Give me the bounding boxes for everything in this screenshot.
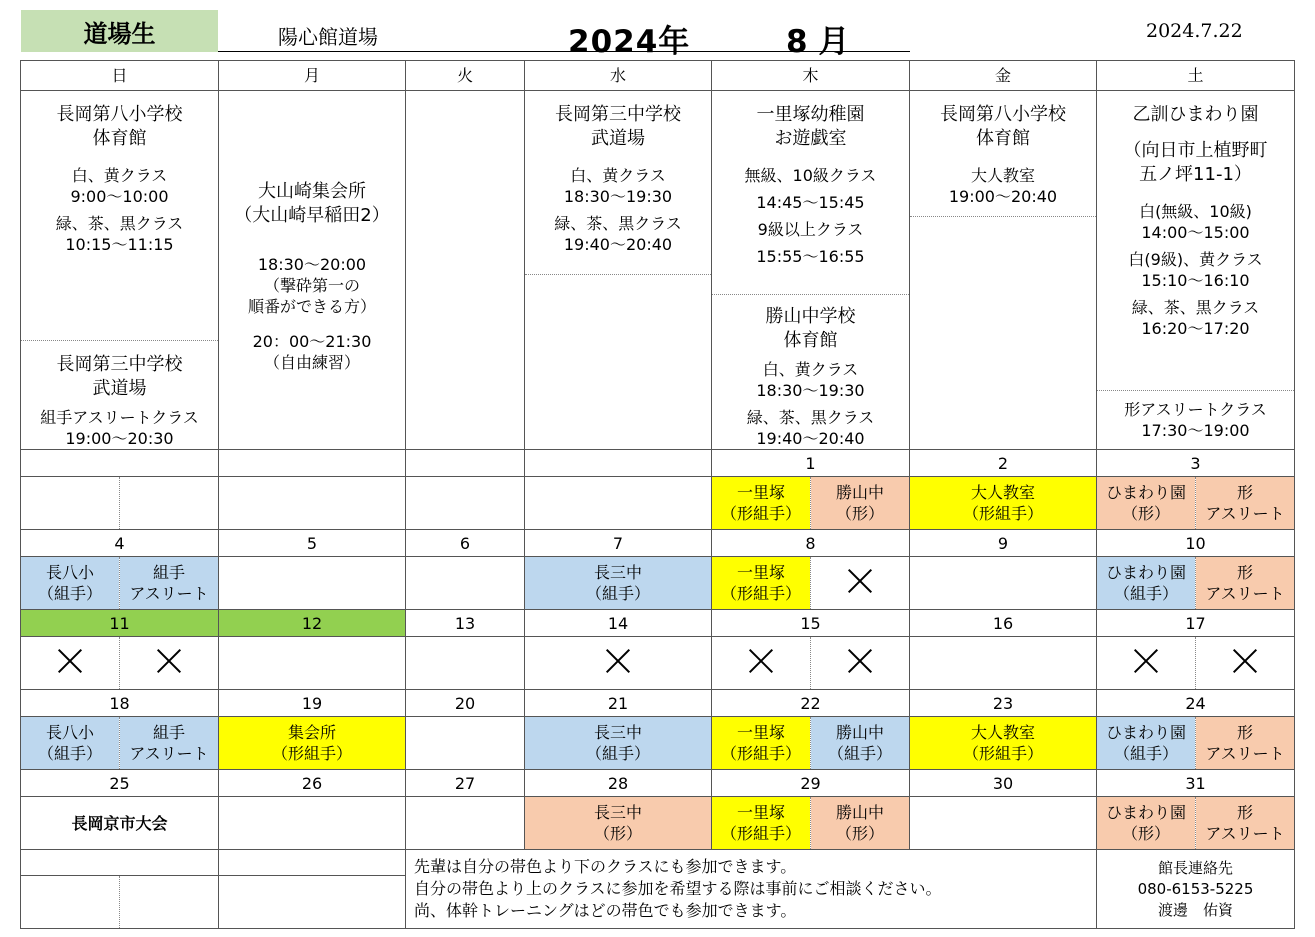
venue-title: 長岡第三中学校 <box>555 104 681 125</box>
class-time: 19:40～20:40 <box>756 429 865 448</box>
venue-thu <box>712 91 910 450</box>
date-cell: 3 <box>1097 450 1295 477</box>
event-cell: 長八小 （組手） <box>21 717 120 770</box>
event-cell <box>406 797 525 850</box>
year-label: 2024年 <box>568 24 691 60</box>
weekday-sun: 日 <box>21 61 219 91</box>
date-cell: 2 <box>910 450 1097 477</box>
tournament-event: 長岡京市大会 <box>21 797 219 850</box>
event-cell: 形 アスリート <box>1196 717 1295 770</box>
date-cell <box>21 450 219 477</box>
weekday-fri: 金 <box>910 61 1097 91</box>
event-cell <box>1196 637 1295 690</box>
class-name: 緑、茶、黒クラス <box>1131 298 1260 317</box>
class-time: 19:00～20:30 <box>65 429 174 448</box>
month-label: 8 月 <box>786 24 850 60</box>
weekday-mon: 月 <box>219 61 406 91</box>
class-note: 順番ができる方） <box>247 296 376 316</box>
date-cell: 17 <box>1097 610 1295 637</box>
venue-tue <box>406 91 525 450</box>
cancel-cross-icon <box>606 649 630 673</box>
venue-sun <box>21 91 219 450</box>
class-note: （自由練習） <box>263 352 360 372</box>
venue-title: （大山崎早稲田2） <box>234 204 390 226</box>
venue-title: 長岡第八小学校 <box>940 104 1066 125</box>
week3-events <box>21 637 1295 690</box>
event-cell <box>219 797 406 850</box>
event-cell <box>219 557 406 610</box>
class-name: 白、黄クラス <box>762 360 859 379</box>
event-cell <box>120 637 219 690</box>
venue-title: 体育館 <box>783 330 838 351</box>
class-time: 19:40～20:40 <box>563 235 673 254</box>
venue-mon <box>219 91 406 450</box>
date-cell: 25 <box>21 770 219 797</box>
date-cell: 23 <box>910 690 1097 717</box>
event-cell <box>525 477 712 530</box>
weekday-wed: 水 <box>525 61 712 91</box>
event-cell <box>910 797 1097 850</box>
note-line: 自分の帯色より上のクラスに参加を希望する際は事前にご相談ください。 <box>414 879 942 898</box>
event-cell: ひまわり園 （形） <box>1097 477 1196 530</box>
schedule-calendar <box>20 60 1295 929</box>
class-time: 18:30～19:30 <box>563 187 673 206</box>
year-month-title <box>468 10 910 60</box>
venue-wed <box>525 91 712 450</box>
cancel-cross-icon <box>58 649 82 673</box>
venue-address: （向日市上植野町 <box>1123 140 1268 161</box>
event-cell <box>406 557 525 610</box>
venue-sun-bottom <box>21 341 218 449</box>
weekday-sat: 土 <box>1097 61 1295 91</box>
event-cell <box>811 637 910 690</box>
week4-events <box>21 717 1295 770</box>
event-cell <box>120 477 219 530</box>
class-time: 16:20～17:20 <box>1141 319 1250 338</box>
class-time: 15:55～16:55 <box>756 247 865 266</box>
footer-blank <box>219 850 406 876</box>
date-cell: 28 <box>525 770 712 797</box>
event-cell <box>219 637 406 690</box>
event-cell <box>219 477 406 530</box>
footer-blank <box>21 876 120 929</box>
class-name: 緑、茶、黒クラス <box>554 214 682 233</box>
event-cell: 集会所 （形組手） <box>219 717 406 770</box>
date-cell: 30 <box>910 770 1097 797</box>
student-tag: 道場生 <box>21 10 218 52</box>
class-time: 14:00～15:00 <box>1141 223 1250 242</box>
event-cell: 大人教室 （形組手） <box>910 717 1097 770</box>
venue-title: 勝山中学校 <box>765 306 856 327</box>
cancel-cross-icon <box>157 649 181 673</box>
date-cell: 20 <box>406 690 525 717</box>
venue-info-row <box>21 91 1295 450</box>
date-cell: 15 <box>712 610 910 637</box>
cancel-cross-icon <box>749 649 773 673</box>
event-cell: 勝山中 （形） <box>811 797 910 850</box>
class-time: 9:00～10:00 <box>70 187 169 206</box>
week5-dates <box>21 770 1295 797</box>
event-cell: 形 アスリート <box>1196 797 1295 850</box>
venue-title: 体育館 <box>92 128 147 149</box>
weekday-header-row <box>21 61 1295 91</box>
footer-blank <box>219 876 406 929</box>
week5-events <box>21 797 1295 850</box>
footer-blank <box>120 876 219 929</box>
event-cell: 組手 アスリート <box>120 717 219 770</box>
date-cell: 26 <box>219 770 406 797</box>
event-cell: 形 アスリート <box>1196 477 1295 530</box>
class-name: 白、黄クラス <box>71 166 168 185</box>
event-cell <box>1097 637 1196 690</box>
week4-dates <box>21 690 1295 717</box>
contact-box <box>1097 850 1295 929</box>
class-name: 形アスリートクラス <box>1124 400 1267 419</box>
event-cell: 一里塚 （形組手） <box>712 717 811 770</box>
class-time: 18:30～19:30 <box>756 381 865 400</box>
venue-sun-top <box>21 91 218 341</box>
class-time: 10:15～11:15 <box>65 235 174 254</box>
date-cell: 16 <box>910 610 1097 637</box>
updated-date: 2024.7.22 <box>1146 20 1243 42</box>
event-cell <box>21 477 120 530</box>
class-time: 18:30～20:00 <box>257 254 367 274</box>
week1-events <box>21 477 1295 530</box>
event-cell: ひまわり園 （組手） <box>1097 557 1196 610</box>
date-cell: 7 <box>525 530 712 557</box>
venue-title: 長岡第三中学校 <box>56 354 183 375</box>
date-cell: 4 <box>21 530 219 557</box>
venue-sat <box>1097 91 1295 450</box>
class-name: 白、黄クラス <box>570 166 666 185</box>
event-cell: 組手 アスリート <box>120 557 219 610</box>
event-cell: 一里塚 （形組手） <box>712 797 811 850</box>
class-time: 14:45～15:45 <box>756 193 865 212</box>
cancel-cross-icon <box>848 569 872 593</box>
note-line: 先輩は自分の帯色より下のクラスにも参加できます。 <box>414 857 797 876</box>
date-cell: 14 <box>525 610 712 637</box>
event-cell <box>406 477 525 530</box>
event-cell: 一里塚 （形組手） <box>712 557 811 610</box>
class-name: 組手アスリートクラス <box>40 408 199 427</box>
event-cell: ひまわり園 （形） <box>1097 797 1196 850</box>
date-cell: 21 <box>525 690 712 717</box>
event-cell <box>21 637 120 690</box>
date-cell-holiday: 12 <box>219 610 406 637</box>
date-cell-holiday: 11 <box>21 610 219 637</box>
dojo-name: 陽心館道場 <box>218 20 468 52</box>
event-cell: 形 アスリート <box>1196 557 1295 610</box>
venue-title: 大山崎集会所 <box>258 180 366 202</box>
class-name: 9級以上クラス <box>757 220 864 239</box>
date-cell: 13 <box>406 610 525 637</box>
weekday-thu: 木 <box>712 61 910 91</box>
date-cell: 10 <box>1097 530 1295 557</box>
class-name: 無級、10級クラス <box>744 166 877 185</box>
venue-title: 武道場 <box>591 128 645 149</box>
event-cell: 一里塚 （形組手） <box>712 477 811 530</box>
date-cell <box>525 450 712 477</box>
week2-events <box>21 557 1295 610</box>
cancel-cross-icon <box>1134 649 1158 673</box>
footer-row-top <box>21 850 1295 876</box>
event-cell: 勝山中 （形） <box>811 477 910 530</box>
event-cell <box>406 637 525 690</box>
note-line: 尚、体幹トレーニングはどの帯色でも参加できます。 <box>414 901 797 920</box>
venue-title: 乙訓ひまわり園 <box>1132 104 1259 125</box>
weekday-tue: 火 <box>406 61 525 91</box>
contact-label: 館長連絡先 <box>1157 858 1233 877</box>
footer-blank <box>21 850 219 876</box>
class-name: 緑、茶、黒クラス <box>55 214 184 233</box>
date-cell: 6 <box>406 530 525 557</box>
event-cell <box>406 717 525 770</box>
week2-dates <box>21 530 1295 557</box>
page-header <box>0 0 1315 60</box>
class-name: 大人教室 <box>970 166 1035 185</box>
venue-title: 体育館 <box>976 128 1030 149</box>
event-cell <box>811 557 910 610</box>
event-cell: 大人教室 （形組手） <box>910 477 1097 530</box>
date-cell <box>219 450 406 477</box>
contact-name: 渡邊 佑資 <box>1157 900 1233 919</box>
date-cell: 8 <box>712 530 910 557</box>
class-name: 白(9級)、黄クラス <box>1128 250 1263 269</box>
event-cell: 長三中 （形） <box>525 797 712 850</box>
date-cell: 5 <box>219 530 406 557</box>
venue-title: 長岡第八小学校 <box>56 104 183 125</box>
date-cell: 22 <box>712 690 910 717</box>
cancel-cross-icon <box>848 649 872 673</box>
class-time: 20：00～21:30 <box>252 331 372 351</box>
event-cell <box>910 637 1097 690</box>
date-cell: 29 <box>712 770 910 797</box>
date-cell: 18 <box>21 690 219 717</box>
class-name: 緑、茶、黒クラス <box>746 408 875 427</box>
event-cell <box>525 637 712 690</box>
date-cell: 31 <box>1097 770 1295 797</box>
event-cell: 長八小 （組手） <box>21 557 120 610</box>
class-note: （撃砕第一の <box>263 275 360 295</box>
venue-title: お遊戯室 <box>774 128 847 149</box>
event-cell: 勝山中 （組手） <box>811 717 910 770</box>
class-time: 15:10～16:10 <box>1141 271 1250 290</box>
venue-title: 一里塚幼稚園 <box>756 104 865 125</box>
class-name: 白(無級、10級) <box>1139 202 1252 221</box>
week3-dates <box>21 610 1295 637</box>
class-time: 17:30～19:00 <box>1141 421 1250 440</box>
event-cell <box>910 557 1097 610</box>
event-cell: ひまわり園 （組手） <box>1097 717 1196 770</box>
week1-dates <box>21 450 1295 477</box>
date-cell: 19 <box>219 690 406 717</box>
notes-box <box>406 850 1097 929</box>
event-cell <box>712 637 811 690</box>
class-time: 19:00～20:40 <box>948 187 1058 206</box>
venue-title: 武道場 <box>92 378 147 399</box>
venue-fri <box>910 91 1097 450</box>
date-cell: 9 <box>910 530 1097 557</box>
date-cell <box>406 450 525 477</box>
cancel-cross-icon <box>1233 649 1257 673</box>
event-cell: 長三中 （組手） <box>525 557 712 610</box>
date-cell: 27 <box>406 770 525 797</box>
date-cell: 1 <box>712 450 910 477</box>
event-cell: 長三中 （組手） <box>525 717 712 770</box>
venue-address: 五ノ坪11-1） <box>1139 164 1252 185</box>
contact-phone: 080-6153-5225 <box>1137 879 1254 898</box>
date-cell: 24 <box>1097 690 1295 717</box>
